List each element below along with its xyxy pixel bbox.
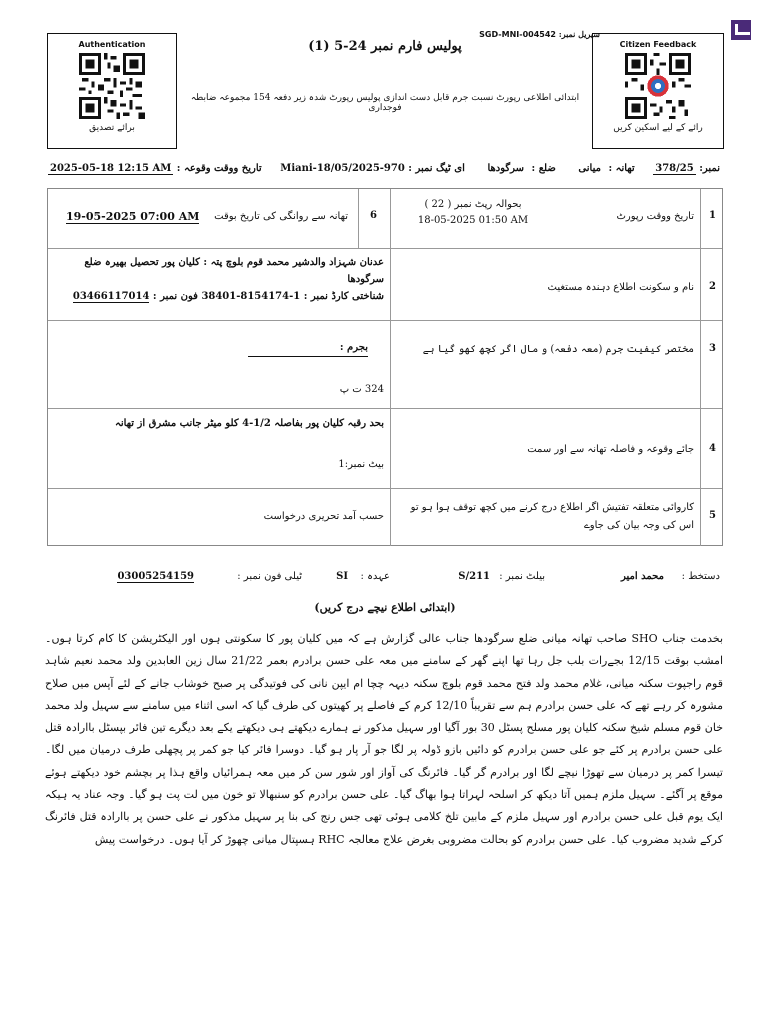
- citizen-feedback-caption: رائے کے لیے اسکین کریں: [613, 123, 703, 133]
- row-number: 4: [709, 443, 716, 454]
- occurrence-datetime: [48, 163, 262, 174]
- crime-section: 324 ت پ: [339, 384, 384, 395]
- cnic-value: 38401-8154174-1: [201, 291, 301, 302]
- complainant-name-address: عدنان شہزاد والدشیر محمد قوم بلوچ پتہ : کلیان پور تحصیل بھیرہ ضلع: [84, 257, 384, 268]
- fir-details-table: [47, 188, 723, 546]
- rank-label: عہدہ :: [360, 571, 390, 582]
- authentication-qr-box: [47, 33, 177, 149]
- ref-label: بحوالہ رپٹ نمبر: [454, 199, 522, 210]
- complainant-district: سرگودھا: [347, 274, 384, 285]
- investigation-delay-value: حسب آمد تحریری درخواست: [263, 511, 384, 522]
- authentication-title: Authentication: [78, 40, 146, 49]
- beat-label: بیٹ نمبر:: [344, 459, 384, 470]
- occurrence-label: تاریخ ووقت وقوعہ :: [176, 163, 262, 174]
- belt-value: S/211: [458, 571, 490, 582]
- phone-value: 03466117014: [72, 291, 150, 302]
- qr-code-icon: [625, 53, 691, 119]
- investigation-delay-label: کاروائی متعلقہ تفتیش اگر اطلاع درج کرنے میں کچھ توقف ہوا ہو تو اس کی وجہ بیان کی جاوے: [410, 502, 694, 531]
- district-value: سرگودھا: [487, 163, 525, 174]
- cnic-label: شناختی کارڈ نمبر :: [303, 291, 384, 302]
- report-reference: [398, 197, 548, 229]
- ref-datetime: 18-05-2025 01:50 AM: [417, 215, 529, 226]
- officer-phone-value: 03005254159: [117, 571, 194, 582]
- table-row: [48, 249, 722, 321]
- fir-meta-line: [48, 163, 720, 174]
- officer-name: محمد امیر: [621, 571, 664, 582]
- officer-phone-label: ٹیلی فون نمبر :: [237, 571, 302, 582]
- table-row: [48, 409, 722, 489]
- qr-code-icon: [79, 53, 145, 119]
- district: [483, 163, 555, 174]
- row-number: 6: [370, 210, 377, 221]
- complainant-label: نام و سکونت اطلاع دہندہ مستغیث: [547, 282, 694, 293]
- punjab-police-logo-icon: [731, 20, 751, 40]
- occurrence-place: بحد رقبہ کلیان پور بفاصلہ 1/2-4 کلو میٹر جانب مشرق از تھانہ: [114, 418, 384, 429]
- etag-number: [280, 163, 465, 174]
- occurrence-value: 2025-05-18 12:15 AM: [50, 163, 172, 174]
- table-row: [48, 189, 722, 249]
- phone-label: فون نمبر :: [152, 291, 198, 302]
- row-number: 1: [709, 210, 716, 221]
- police-station: [574, 163, 634, 174]
- serial-value: SGD-MNI-004542: [479, 30, 556, 39]
- report-datetime-label: تاریخ ووقت رپورٹ: [616, 211, 694, 222]
- serial-label: سیریل نمبر:: [558, 29, 600, 39]
- citizen-feedback-qr-box[interactable]: [592, 33, 724, 149]
- belt-label: بیلٹ نمبر :: [499, 571, 545, 582]
- rank-value: SI: [336, 571, 348, 582]
- complainant-details: [66, 254, 384, 305]
- fir-number-value: 378/25: [655, 163, 694, 174]
- form-title: پولیس فارم نمبر 24-5 (1): [308, 39, 462, 54]
- table-row: [48, 321, 722, 409]
- departure-datetime-label: تھانہ سے روانگی کی تاریخ بوقت: [214, 211, 348, 222]
- crime-summary-label: مختصر کیفیت جرم (معہ دفعہ) و مال اگر کچھ کھو گیا ہے: [422, 344, 694, 355]
- beat-number: [248, 459, 384, 470]
- fir-number: [653, 163, 720, 174]
- serial-number: [480, 29, 600, 39]
- station-label: تھانہ :: [608, 163, 635, 174]
- station-value: میانی: [578, 163, 601, 174]
- form-subtitle: ابتدائی اطلاعی رپورٹ نسبت جرم قابل دست اندازی پولیس رپورٹ شدہ زیر دفعہ 154 مجموعہ ضابطہ فوجداری: [190, 93, 580, 113]
- authentication-caption: برائے تصدیق: [89, 123, 135, 133]
- first-information-heading: (ابتدائی اطلاع نیچے درج کریں): [314, 601, 456, 614]
- departure-datetime-value: 19-05-2025 07:00 AM: [66, 210, 200, 223]
- occurrence-place-label: جائے وقوعہ و فاصلہ تھانہ سے اور سمت: [527, 444, 694, 455]
- beat-value: 1: [338, 459, 345, 470]
- citizen-feedback-title: Citizen Feedback: [619, 40, 697, 49]
- etag-label: ای ٹیگ نمبر :: [408, 163, 465, 174]
- ref-value: ( 22 ): [424, 199, 452, 210]
- complaint-narrative: بخدمت جناب SHO صاحب تھانہ میانی ضلع سرگودھا جناب عالی گزارش ہے کہ میں کلیان پور کا سکونتی ہوں اور الیکٹریشن کا کام کرتا ہوں۔ امشب بوقت 12/15 بجےرات بلب جل رہا تھا اپنے گھر کے سامنے میں معہ علی حسن برادرم بعمر 21/22 سال زین العابدین ولد محمد نعیم شاہد قوم راجپوت سکنہ میانی، غلام محمد ولد فتح محمد قوم بلوچ سکنہ دیہہ چچا ام ایپن نانی کی فوتیدگی پر صبح خوشاب جانے کے لئے آپس میں صلاح مشورہ کر رہے تھے کہ علی حسن برادرم ہم سے تقریباً 12/10 کرم کے فاصلے پر کھیتوں کی طرف گیا کہ اسی اثناء میں سامنے سے سہیل ولد محمد خان قوم مسلم شیخ سکنہ کلیان پور مسلح پسٹل 30 بور آگیا اور سہیل مذکور نے ہمارے دیکھتے ہی دیکھتے یکے بعد دیگرے تین فائر بپسٹل باارادہ قتل علی حسن برادرم پر کئے جو علی حسن برادرم کو دائیں بازو ڈولہ پر لگا جو آر پار ہو گیا۔ دوسرا فائر کیا جو کمر پر پچھلی طرف درمیان میں لگا۔ تیسرا کمر پر درمیان سے تھوڑا نیچے لگا اور برادرم گر گیا۔ فائرنگ کی آواز اور شور سن کر میں معہ ہمرائیاں واقع ہذا پر بچشم خود دیکھتے ہوئے موقع پر آگئے۔ سہیل ملزم ہمیں آتا دیکھ کر اسلحہ لہراتا ہوا بھاگ گیا۔ علی حسن برادرم کو سنبھالا تو خون میں لت پت ہو گیا۔ وجہ عناد یہ ہیکہ ایک یوم قبل علی حسن برادرم اور سہیل ملزم کے مابین تلخ کلامی ہوئی تھی جس رنج کی بنا پر سہیل مذکور نے علی حسن پر باارادہ قتل فائرنگ کرکے شدید مضروب کیا۔ علی حسن برادرم کو بحالت مضروبی بغرض علاج معالجہ RHC ہسپتال میانی چھوڑ کر آیا ہوں۔ درخواست پیش: [45, 632, 723, 846]
- complainant-ids: [66, 288, 384, 305]
- row-number: 5: [709, 510, 716, 521]
- table-row: [48, 489, 722, 546]
- district-label: ضلع :: [531, 163, 556, 174]
- fir-number-label: نمبر:: [699, 163, 720, 174]
- signature-label: دستخط :: [681, 571, 720, 582]
- row-number: 3: [709, 343, 716, 354]
- etag-value: Miani-18/05/2025-970: [280, 163, 405, 174]
- row-number: 2: [709, 281, 716, 292]
- crime-label: بجرم :: [248, 339, 368, 357]
